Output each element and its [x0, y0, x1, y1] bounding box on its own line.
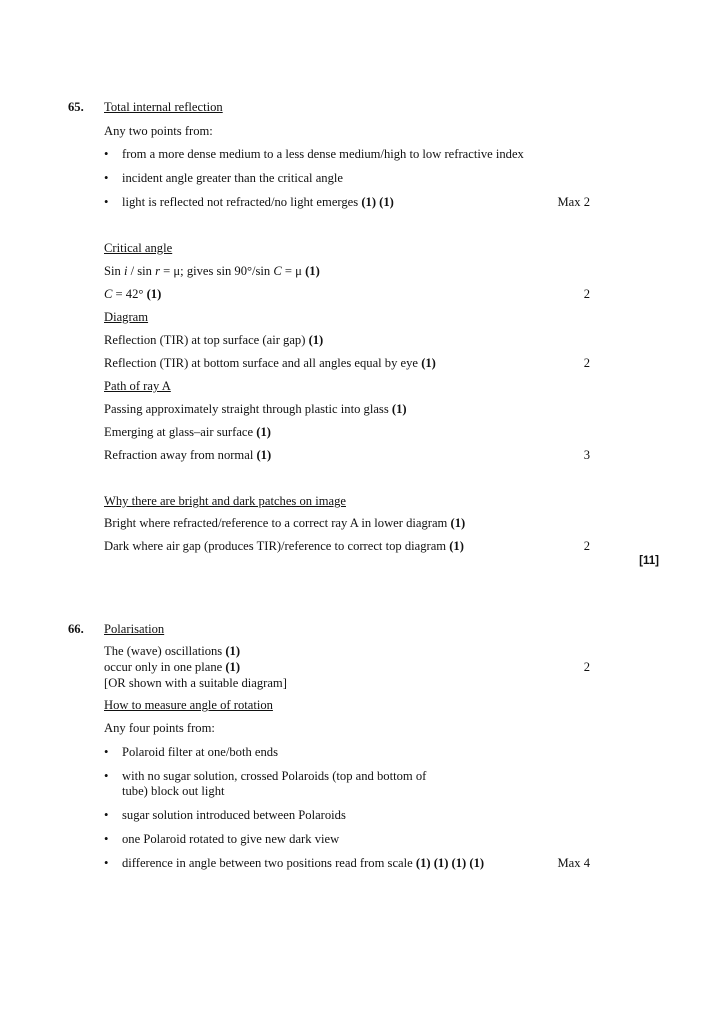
section-heading-critical-angle: Critical angle — [104, 241, 173, 255]
bullet-text: with no sugar solution, crossed Polaroids (top and bottom of — [122, 769, 427, 783]
bullet-text: Polaroid filter at one/both ends — [122, 745, 278, 759]
polarisation-line: [OR shown with a suitable diagram] — [104, 676, 287, 690]
bullet-text: incident angle greater than the critical angle — [122, 171, 343, 185]
mark-allocation: 2 — [583, 356, 590, 370]
bullet-icon: • — [104, 147, 109, 161]
bullet-icon: • — [104, 832, 109, 846]
section-heading-diagram: Diagram — [104, 310, 149, 324]
bullet-text: sugar solution introduced between Polaroids — [122, 808, 346, 822]
bullet-text: tube) block out light — [122, 784, 225, 798]
bullet-icon: • — [104, 769, 109, 783]
diagram-line: Reflection (TIR) at top surface (air gap) (1) — [104, 333, 324, 347]
mark-allocation: 3 — [583, 448, 590, 462]
critical-angle-formula: Sin i / sin r = μ; gives sin 90°/sin C = μ (1) — [104, 264, 320, 278]
polarisation-line: occur only in one plane (1) — [104, 660, 241, 674]
intro-text: Any two points from: — [104, 124, 213, 138]
path-line: Passing approximately straight through plastic into glass (1) — [104, 402, 407, 416]
bullet-icon: • — [104, 856, 109, 870]
mark-allocation: 2 — [583, 539, 590, 553]
patches-line: Bright where refracted/reference to a correct ray A in lower diagram (1) — [104, 516, 466, 530]
patches-line: Dark where air gap (produces TIR)/reference to correct top diagram (1) — [104, 539, 464, 553]
bullet-icon: • — [104, 808, 109, 822]
bullet-text: difference in angle between two positions read from scale (1) (1) (1) (1) — [122, 856, 485, 870]
mark-allocation: Max 2 — [557, 195, 590, 209]
mark-allocation: 2 — [583, 287, 590, 301]
bullet-icon: • — [104, 171, 109, 185]
polarisation-line: The (wave) oscillations (1) — [104, 644, 241, 658]
section-heading-path-of-ray: Path of ray A — [104, 379, 171, 393]
path-line: Emerging at glass–air surface (1) — [104, 425, 271, 439]
question-number-65: 65. — [68, 100, 84, 114]
total-marks: [11] — [639, 555, 659, 567]
section-heading-measure: How to measure angle of rotation — [104, 698, 273, 712]
question-title-polarisation: Polarisation — [104, 622, 165, 636]
section-heading-patches: Why there are bright and dark patches on image — [104, 494, 346, 508]
bullet-icon: • — [104, 745, 109, 759]
question-title-tir: Total internal reflection — [104, 100, 223, 114]
bullet-text: light is reflected not refracted/no light emerges (1) (1) — [122, 195, 394, 209]
path-line: Refraction away from normal (1) — [104, 448, 272, 462]
bullet-text: from a more dense medium to a less dense medium/high to low refractive index — [122, 147, 524, 161]
mark-allocation: Max 4 — [557, 856, 590, 870]
question-number-66: 66. — [68, 622, 84, 636]
bullet-text: one Polaroid rotated to give new dark view — [122, 832, 340, 846]
intro-text: Any four points from: — [104, 721, 215, 735]
critical-angle-value: C = 42° (1) — [104, 287, 162, 301]
mark-allocation: 2 — [583, 660, 590, 674]
diagram-line: Reflection (TIR) at bottom surface and all angles equal by eye (1) — [104, 356, 436, 370]
bullet-icon: • — [104, 195, 109, 209]
